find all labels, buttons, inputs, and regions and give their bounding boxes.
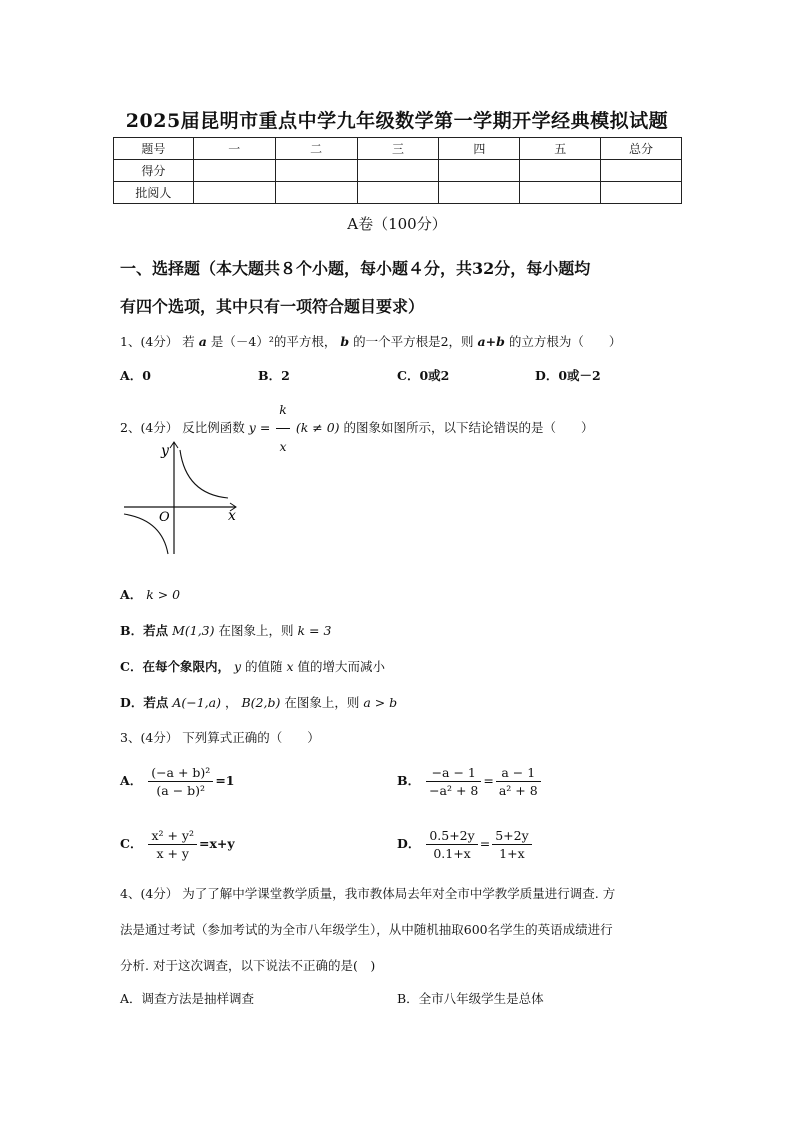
q2-text: 的图象如图所示，以下结论错误的是（ ） [343, 420, 594, 435]
q3-option-d [397, 828, 534, 861]
paper-a-heading: A卷（100分） [347, 215, 447, 233]
option-label: D．若点 [120, 695, 169, 710]
q3b-fraction-right [496, 765, 541, 798]
fraction-numerator: 5+2y [492, 828, 531, 845]
option-math: k > 0 [146, 587, 181, 602]
option-rhs: =1 [215, 773, 235, 788]
q1-option-a: A．0 [120, 368, 151, 383]
q1-text: 的一个平方根是2，则 [353, 334, 474, 349]
option-math: x [286, 659, 294, 674]
option-label: B． [397, 773, 421, 788]
option-label: C．在每个象限内， [120, 659, 230, 674]
score-table-cell [357, 182, 439, 204]
section-heading-line1: 一、选择题（本大题共８个小题，每小题４分，共32分，每小题均 [120, 259, 591, 278]
score-table-row-header: 得分 [114, 160, 194, 182]
option-text: 在图象上，则 [218, 623, 294, 638]
option-label: A． [120, 773, 143, 788]
fraction-numerator: x² + y² [148, 828, 197, 845]
option-label: C． [120, 836, 143, 851]
q4-option-b: B．全市八年级学生是总体 [397, 991, 544, 1006]
option-math: k = 3 [297, 623, 332, 638]
option-label: A． [120, 587, 143, 602]
score-table-row [114, 138, 682, 160]
score-table-row-header: 题号 [114, 138, 194, 160]
question-3 [120, 729, 320, 747]
fraction-numerator: a − 1 [496, 765, 541, 782]
score-table-cell: 三 [357, 138, 439, 160]
section-heading-line2: 有四个选项，其中只有一项符合题目要求） [120, 297, 425, 316]
question-number: 3、(4分） [120, 730, 179, 745]
q2-option-d [120, 693, 397, 711]
fraction-numerator: −a − 1 [426, 765, 481, 782]
q3-option-c [120, 828, 235, 861]
q3-text: 下列算式正确的（ ） [182, 730, 320, 745]
option-math: A(−1,a) [172, 695, 221, 710]
y-axis-label: y [161, 443, 169, 459]
q3d-fraction-left [426, 828, 477, 861]
score-table-cell [439, 160, 520, 182]
score-table-cell [193, 182, 275, 204]
score-table-row [114, 182, 682, 204]
q1-option-b: B．2 [258, 368, 290, 383]
option-label: B．若点 [120, 623, 169, 638]
option-math: a > b [363, 695, 398, 710]
score-table-cell: 四 [439, 138, 520, 160]
question-4-line2: 法是通过考试（参加考试的为全市八年级学生），从中随机抽取600名学生的英语成绩进行 [120, 922, 613, 937]
score-table-row [114, 160, 682, 182]
score-table-cell [520, 182, 601, 204]
fraction-numerator: k [276, 393, 290, 429]
option-text: 在图象上，则 [284, 695, 360, 710]
option-text: ， [224, 695, 238, 710]
score-table-row-header: 批阅人 [114, 182, 194, 204]
q2-lhs: y = [248, 420, 271, 435]
exam-title: 2025届昆明市重点中学九年级数学第一学期开学经典模拟试题 [125, 110, 669, 132]
q2-condition: (k ≠ 0) [295, 420, 340, 435]
q1-var-ab: a+b [477, 334, 505, 349]
equals-sign: = [479, 836, 491, 851]
score-table-cell [357, 160, 439, 182]
q3c-fraction [148, 828, 197, 861]
q4-text: 为了了解中学课堂教学质量，我市教体局去年对全市中学教学质量进行调查. 方 [182, 886, 616, 901]
q1-option-c: C．0或2 [397, 368, 450, 383]
score-table-cell: 总分 [601, 138, 682, 160]
score-table-cell [439, 182, 520, 204]
q3-option-a [120, 765, 234, 798]
x-axis-label: x [228, 508, 236, 524]
option-rhs: =x+y [199, 836, 235, 851]
fraction-denominator: a² + 8 [498, 783, 538, 798]
fraction-denominator: (a − b)² [156, 783, 206, 798]
question-4-line1 [120, 885, 615, 903]
fraction-denominator: x + y [156, 846, 189, 861]
q1-text: 若 [182, 334, 195, 349]
q2-option-b [120, 621, 331, 639]
q3-option-b [397, 765, 543, 798]
question-1 [120, 333, 621, 351]
score-table-cell [601, 160, 682, 182]
score-table-cell [275, 160, 357, 182]
fraction-denominator: x [279, 439, 287, 454]
option-math: B(2,b) [241, 695, 281, 710]
option-label: D． [397, 836, 421, 851]
q1-var-a: a [198, 334, 207, 349]
q2-text: 反比例函数 [182, 420, 245, 435]
question-number: 2、(4分） [120, 420, 179, 435]
option-text: 值的增大而减小 [297, 659, 386, 674]
q1-var-b: b [340, 334, 350, 349]
q3b-fraction-left [426, 765, 481, 798]
q4-option-a: A．调查方法是抽样调查 [120, 991, 255, 1006]
q2-fraction [276, 393, 290, 464]
q2-option-c [120, 657, 385, 675]
fraction-denominator: 1+x [499, 846, 525, 861]
q1-option-d: D．0或－2 [535, 368, 601, 383]
equals-sign: = [483, 773, 494, 788]
score-table-cell [601, 182, 682, 204]
option-math: y [233, 659, 241, 674]
fraction-denominator: −a² + 8 [429, 783, 479, 798]
score-table-cell [193, 160, 275, 182]
q2-option-a [120, 585, 180, 603]
fraction-numerator: (−a + b)² [148, 765, 213, 782]
question-number: 4、(4分） [120, 886, 179, 901]
q3d-fraction-right [492, 828, 531, 861]
question-4-line3: 分析. 对于这次调查，以下说法不正确的是( ) [120, 958, 376, 973]
score-table [113, 137, 682, 204]
score-table-cell [275, 182, 357, 204]
score-table-cell: 二 [275, 138, 357, 160]
q1-text: 是（－4）²的平方根， [210, 334, 337, 349]
origin-label: O [159, 510, 170, 525]
score-table-cell [520, 160, 601, 182]
score-table-cell: 五 [520, 138, 601, 160]
fraction-denominator: 0.1+x [433, 846, 471, 861]
q1-text: 的立方根为（ ） [508, 334, 622, 349]
score-table-cell: 一 [193, 138, 275, 160]
question-number: 1、(4分） [120, 334, 179, 349]
q3a-fraction [148, 765, 213, 798]
option-math: M(1,3) [172, 623, 215, 638]
hyperbola-graph [116, 436, 246, 556]
option-text: 的值随 [244, 659, 283, 674]
hyperbola-branch-q1 [180, 450, 228, 498]
fraction-numerator: 0.5+2y [426, 828, 477, 845]
